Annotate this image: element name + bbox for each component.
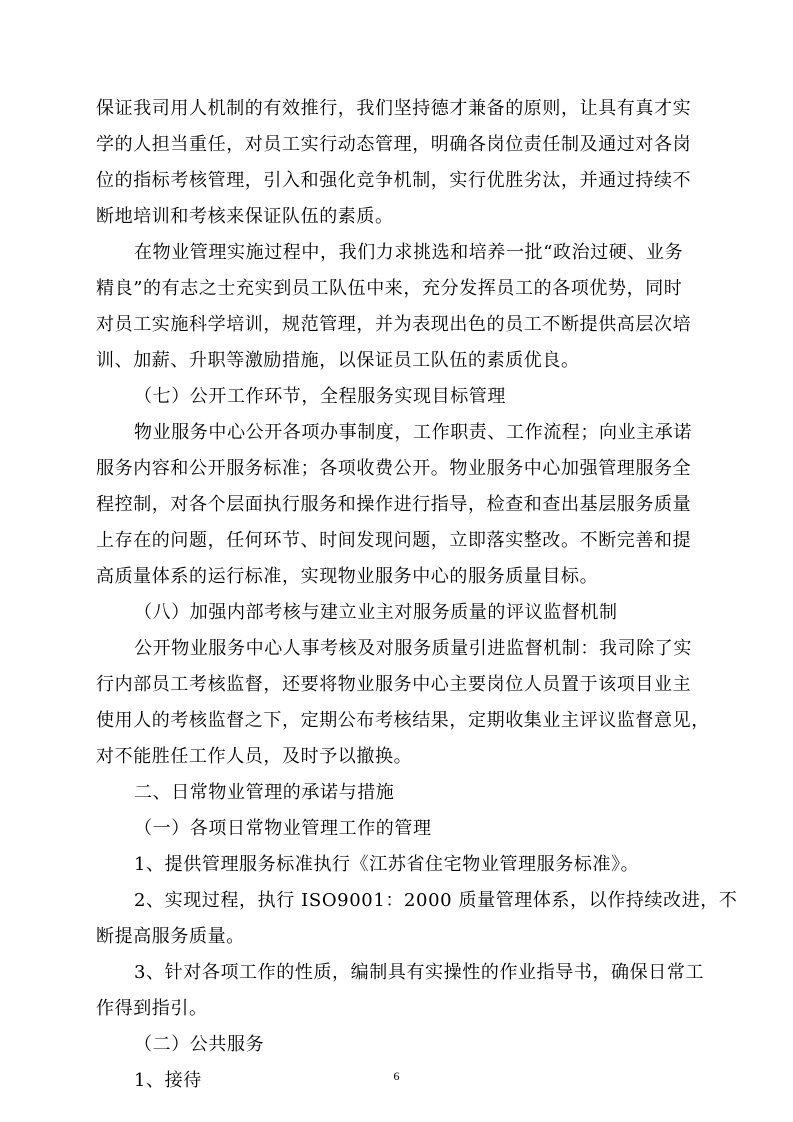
section-heading: （一）各项日常物业管理工作的管理 — [134, 818, 432, 839]
text-line: 服务内容和公开服务标准；各项收费公开。物业服务中心加强管理服务全 — [96, 458, 692, 479]
text-line: 断提高服务质量。 — [96, 926, 245, 947]
page-number: 6 — [393, 1069, 400, 1083]
section-heading: （七）公开工作环节，全程服务实现目标管理 — [134, 386, 506, 407]
section-heading: （八）加强内部考核与建立业主对服务质量的评议监督机制 — [134, 602, 618, 623]
text-line: 断地培训和考核来保证队伍的素质。 — [96, 206, 394, 227]
text-line: 行内部员工考核监督，还要将物业服务中心主要岗位人员置于该项目业主 — [96, 674, 692, 695]
list-item: 2、实现过程，执行 ISO9001：2000 质量管理体系，以作持续改进，不 — [134, 890, 738, 911]
text-line: 精良”的有志之士充实到员工队伍中来，充分发挥员工的各项优势，同时 — [96, 278, 683, 299]
text-line: 高质量体系的运行标准，实现物业服务中心的服务质量目标。 — [96, 566, 599, 587]
text-line: 学的人担当重任，对员工实行动态管理，明确各岗位责任制及通过对各岗 — [96, 134, 692, 155]
list-item: 1、接待 — [134, 1070, 202, 1091]
text-line: 保证我司用人机制的有效推行，我们坚持德才兼备的原则，让具有真才实 — [96, 98, 692, 119]
text-line: 对员工实施科学培训，规范管理，并为表现出色的员工不断提供高层次培 — [96, 314, 692, 335]
text-line: 上存在的问题，任何环节、时间发现问题，立即落实整改。不断完善和提 — [96, 530, 692, 551]
text-line: 作得到指引。 — [96, 998, 208, 1019]
list-item: 1、提供管理服务标准执行《江苏省住宅物业管理服务标准》。 — [134, 854, 640, 875]
paragraph-start: 在物业管理实施过程中，我们力求挑选和培养一批“政治过硬、业务 — [134, 242, 684, 263]
paragraph-start: 物业服务中心公开各项办事制度，工作职责、工作流程；向业主承诺 — [134, 422, 692, 443]
paragraph-start: 公开物业服务中心人事考核及对服务质量引进监督机制：我司除了实 — [134, 638, 692, 659]
document-body — [96, 91, 738, 1099]
chapter-heading: 二、日常物业管理的承诺与措施 — [134, 782, 395, 803]
list-item: 3、针对各项工作的性质，编制具有实操性的作业指导书，确保日常工 — [134, 962, 705, 983]
text-line: 对不能胜任工作人员，及时予以撤换。 — [96, 746, 413, 767]
text-line: 程控制，对各个层面执行服务和操作进行指导，检查和查出基层服务质量 — [96, 494, 692, 515]
text-line: 使用人的考核监督之下，定期公布考核结果，定期收集业主评议监督意见， — [96, 710, 710, 731]
section-heading: （二）公共服务 — [134, 1034, 265, 1055]
text-line: 位的指标考核管理，引入和强化竞争机制，实行优胜劣汰，并通过持续不 — [96, 170, 692, 191]
text-line: 训、加薪、升职等激励措施，以保证员工队伍的素质优良。 — [96, 350, 580, 371]
